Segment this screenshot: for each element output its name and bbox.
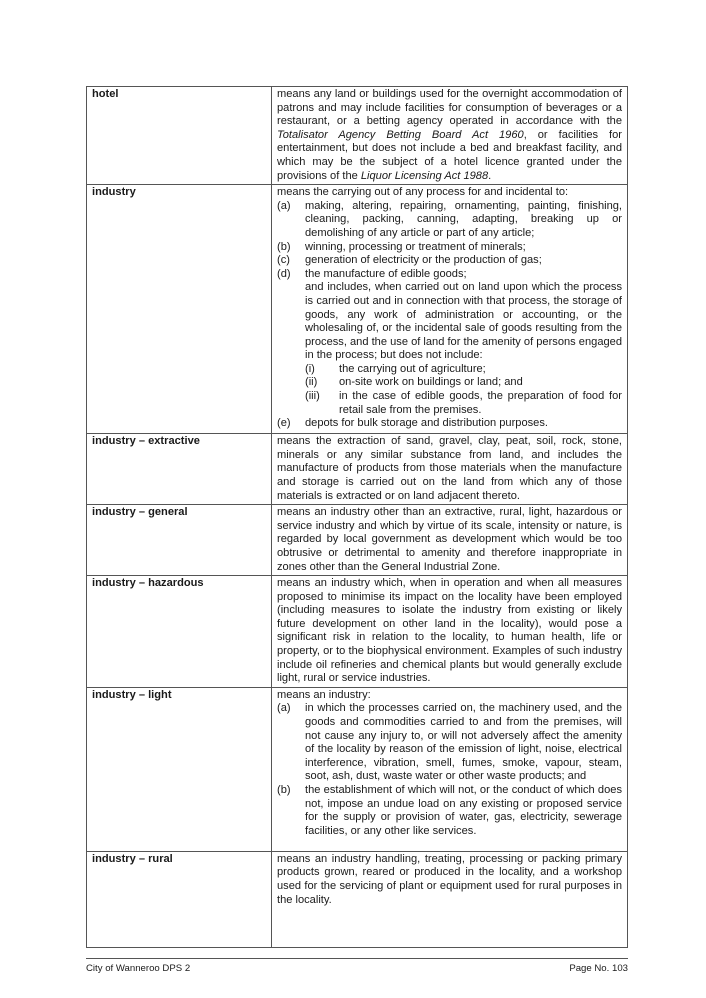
- definition-text: means an industry other than an extractive, rural, light, hazardous or service industry and which by virtue of its scale, intensity or nature, is regarded by local government as development which would be too obtrusive or detrimental to amenity and therefore inappropriate in zones other than the General Industrial Zone.: [272, 505, 628, 576]
- list-item: (a) in which the processes carried on, the machinery used, and the goods and commodities carried to and from the premises, will not cause any injury to, or will not adversely affect the amenity of the locality by reason of the emission of light, noise, electrical interference, vibration, smell, fumes, smoke, vapour, steam, soot, ash, dust, waste water or other waste products; and: [277, 702, 622, 783]
- definition-row-industry-hazardous: [87, 576, 628, 688]
- footer-page-number: Page No. 103: [569, 963, 628, 974]
- term: hotel: [87, 87, 272, 185]
- term: industry: [87, 185, 272, 434]
- sub-list: [277, 363, 622, 417]
- list-item: (c) generation of electricity or the production of gas;: [277, 254, 542, 267]
- list-item: (ii) on-site work on buildings or land; and: [305, 376, 523, 389]
- page-footer: [86, 958, 628, 974]
- definitions-table: [86, 86, 628, 948]
- definition-row-hotel: [87, 87, 628, 185]
- definition-row-industry-extractive: [87, 434, 628, 505]
- term: industry – extractive: [87, 434, 272, 505]
- term: industry – hazardous: [87, 576, 272, 688]
- definition-text: means an industry which, when in operation and when all measures proposed to minimise its impact on the locality have been employed (including measures to isolate the industry from existing or likely future development on other land in the locality), would pose a significant risk in relation to the locality, to human health, life or property, or to the biophysical environment. Examples of such industry include oil refineries and chemical plants but would generally exclude light, rural or service industries.: [272, 576, 628, 688]
- act-title: Liquor Licensing Act 1988: [360, 169, 489, 182]
- list-item: (b) winning, processing or treatment of minerals;: [277, 240, 526, 253]
- act-title: Totalisator Agency Betting Board Act 1960: [277, 128, 524, 141]
- list-item: (e) depots for bulk storage and distribution purposes.: [277, 417, 548, 430]
- term: industry – general: [87, 505, 272, 576]
- definition-intro: means an industry:: [277, 688, 371, 701]
- definition-text: [272, 185, 628, 434]
- list-item: (a) making, altering, repairing, ornamenting, painting, finishing, cleaning, packing, canning, adapting, breaking up or demolishing of any article or part of any article;: [277, 199, 622, 239]
- definition-text: means the extraction of sand, gravel, clay, peat, soil, rock, stone, minerals or any similar substance from land, and includes the manufacture of products from those materials when the manufacture and storage is carried out on the land from which any of those materials is extracted or on land adjacent thereto.: [272, 434, 628, 505]
- definition-row-industry-rural: [87, 851, 628, 947]
- footer-document-name: City of Wanneroo DPS 2: [86, 963, 191, 974]
- definition-text: means an industry handling, treating, processing or packing primary products grown, reared or produced in the locality, and a workshop used for the servicing of plant or equipment used for rural purposes in the locality.: [272, 851, 628, 947]
- definition-row-industry: [87, 185, 628, 434]
- definition-row-industry-general: [87, 505, 628, 576]
- definition-row-industry-light: [87, 687, 628, 851]
- list-item: (i) the carrying out of agriculture;: [305, 362, 486, 375]
- definition-continuation: and includes, when carried out on land upon which the process is carried out and in connection with that process, the storage of goods, any work of administration or accounting, or the wholesaling of, or the incidental sale of goods resulting from the process, and the use of land for the amenity of persons engaged in the process; but does not include:: [305, 281, 622, 362]
- list-item: (iii) in the case of edible goods, the preparation of food for retail sale from the premises.: [305, 390, 622, 416]
- list-item: (d) the manufacture of edible goods;: [277, 267, 467, 280]
- definition-text: [272, 687, 628, 851]
- term: industry – light: [87, 687, 272, 851]
- list-item: (b) the establishment of which will not, or the conduct of which does not, impose an undue load on any existing or proposed service for the supply or provision of water, gas, electricity, sewerage facilities, or any other like services.: [277, 784, 622, 837]
- definition-text: means any land or buildings used for the overnight accommodation of patrons and may include facilities for consumption of beverages or a restaurant, or a betting agency operated in accordance with the Totalisator Agency Betting Board Act 1960, or facilities for entertainment, but does not include a bed and breakfast facility, and which may be the subject of a hotel licence granted under the provisions of the Liquor Licensing Act 1988.: [272, 87, 628, 185]
- term: industry – rural: [87, 851, 272, 947]
- definition-intro: means the carrying out of any process for and incidental to:: [277, 186, 569, 199]
